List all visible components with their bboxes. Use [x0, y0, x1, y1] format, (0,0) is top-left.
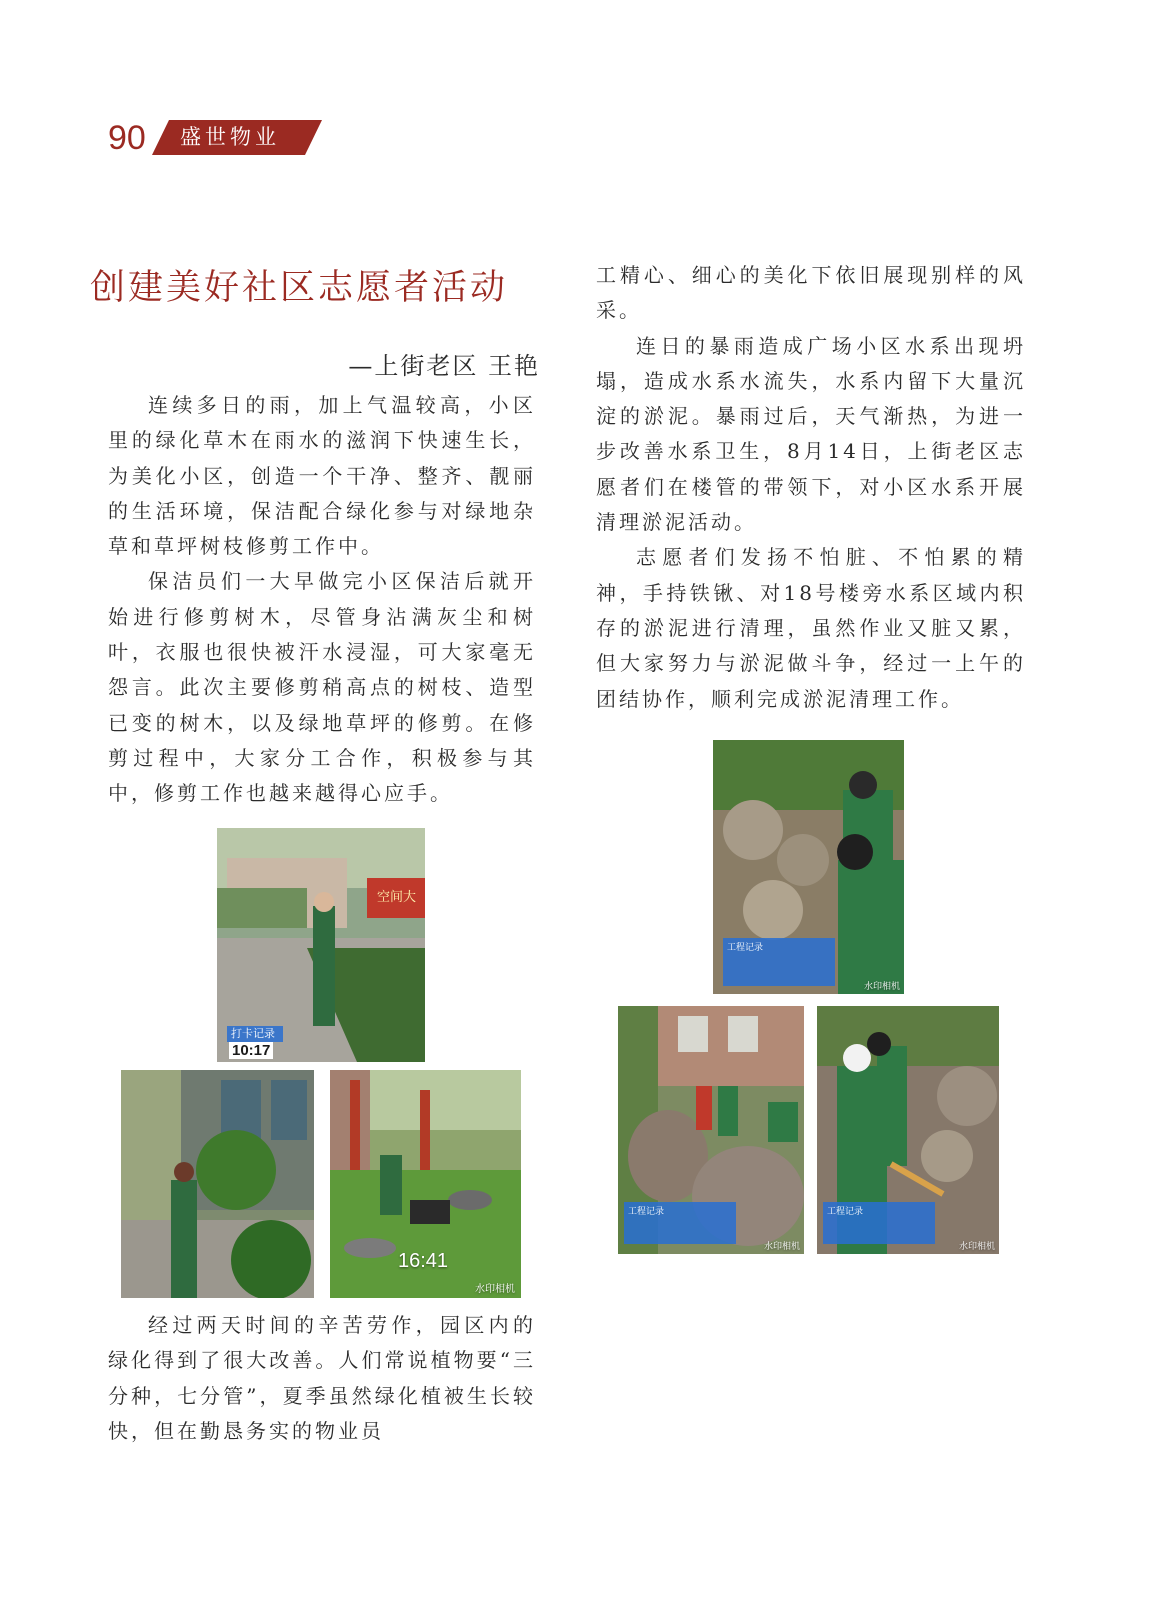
- watermark-text: 水印相机: [863, 981, 900, 991]
- paragraph: 志愿者们发扬不怕脏、不怕累的精神，手持铁锹、对18号楼旁水系区域内积存的淤泥进行清理，虽然作业又脏又累，但大家努力与淤泥做斗争，经过一上午的团结协作，顺利完成淤泥清理工作。: [596, 545, 1026, 711]
- photo-lawn-mowing: [330, 1070, 521, 1298]
- project-record-stamp: [624, 1202, 736, 1244]
- photo-silt-clearing-3: [817, 1006, 999, 1254]
- paragraph: 连续多日的雨，加上气温较高，小区里的绿化草木在雨水的滋润下快速生长，为美化小区，创造一个干净、整齐、靓丽的生活环境，保洁配合绿化参与对绿地杂草和草坪树枝修剪工作中。: [108, 393, 536, 559]
- stamp-title: 工程记录: [827, 1206, 864, 1216]
- watermark-text: 水印相机: [958, 1241, 995, 1251]
- page-header: [108, 118, 348, 158]
- column-1-text: [108, 388, 536, 812]
- column-1-bottom-text: [108, 1308, 536, 1449]
- project-record-stamp: [723, 938, 835, 986]
- paragraph: 经过两天时间的辛苦劳作，园区内的绿化得到了很大改善。人们常说植物要“三分种，七分管”，夏季虽然绿化植被生长较快，但在勤恳务实的物业员: [108, 1313, 536, 1443]
- project-record-stamp: [823, 1202, 935, 1244]
- photo-silt-clearing-1: [713, 740, 904, 994]
- photo-time: 10:17: [229, 1042, 273, 1059]
- watermark-text: 水印相机: [475, 1284, 515, 1295]
- photo-time: 16:41: [398, 1250, 449, 1272]
- stamp-title: 工程记录: [628, 1206, 665, 1216]
- article-title: 创建美好社区志愿者活动: [90, 268, 509, 308]
- photo-bush-trimming: [121, 1070, 314, 1298]
- clock-in-stamp: 打卡记录: [227, 1026, 283, 1042]
- stamp-title: 工程记录: [727, 942, 764, 952]
- banner-text: 空间大: [377, 889, 417, 904]
- column-2-text: [596, 258, 1026, 717]
- article-byline: —上街老区 王艳: [348, 352, 540, 380]
- page-number: 90: [108, 119, 146, 157]
- photo-silt-clearing-2: [618, 1006, 804, 1254]
- paragraph: 连日的暴雨造成广场小区水系出现坍塌，造成水系水流失，水系内留下大量沉淀的淤泥。暴雨过后，天气渐热，为进一步改善水系卫生，8月14日，上街老区志愿者们在楼管的带领下，对小区水系开展清理淤泥活动。: [596, 333, 1026, 535]
- watermark-text: 水印相机: [763, 1241, 800, 1251]
- paragraph: 保洁员们一大早做完小区保洁后就开始进行修剪树木，尽管身沾满灰尘和树叶，衣服也很快被汗水浸湿，可大家毫无怨言。此次主要修剪稍高点的树枝、造型已变的树木，以及绿地草坪的修剪。在修剪过程中，大家分工合作，积极参与其中，修剪工作也越来越得心应手。: [108, 569, 536, 806]
- paragraph-continuation: 工精心、细心的美化下依旧展现别样的风采。: [596, 263, 1026, 323]
- section-title: 盛世物业: [180, 125, 280, 149]
- photo-hedge-trimming: [217, 828, 425, 1062]
